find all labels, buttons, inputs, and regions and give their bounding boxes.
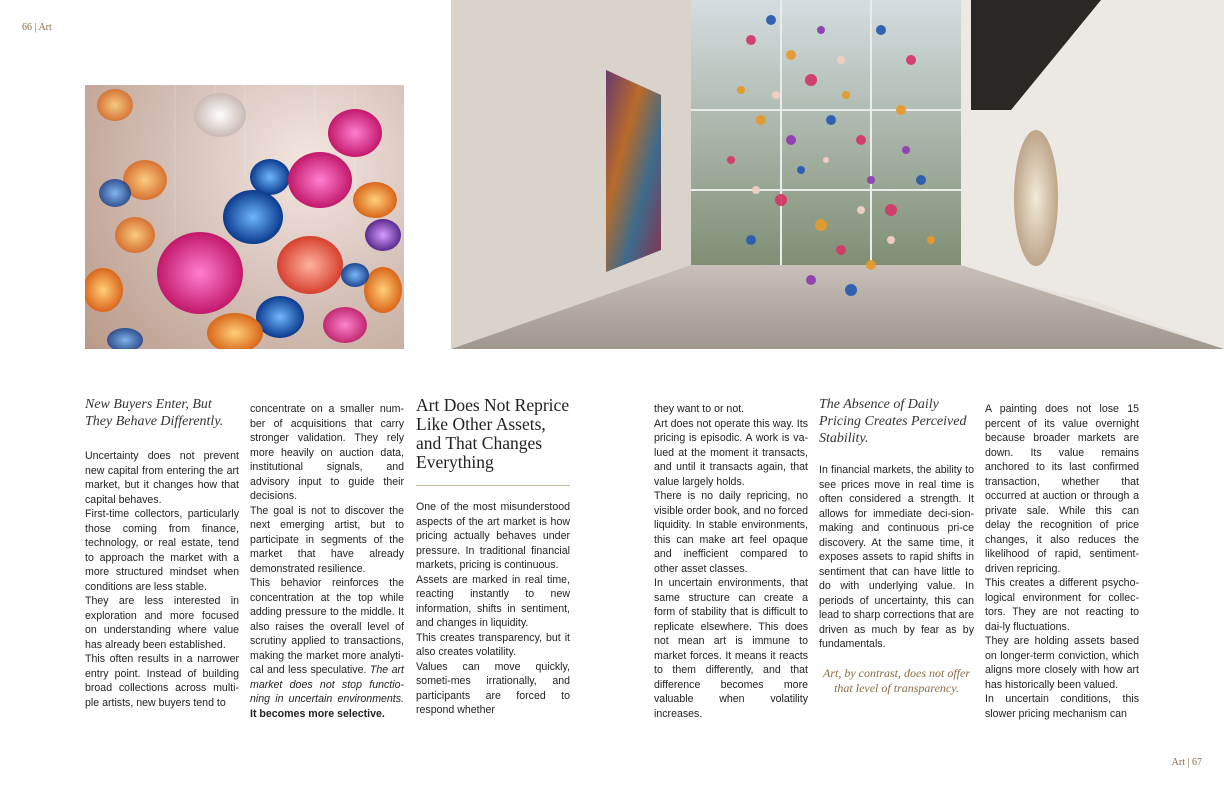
paragraph: they want to or not. <box>654 403 745 415</box>
paragraph: In uncertain conditions, this slower pricing mechanism can <box>985 693 1139 720</box>
paragraph <box>250 576 404 721</box>
emphasis-text: The art market does not stop functio-ning in uncertain environments. <box>250 664 404 705</box>
paragraph: concentrate on a smaller num-ber of acquisitions that carry stronger validation. They rely more heavily on auction data, institutional signals, and advisory input to guide their decisions. <box>250 403 404 502</box>
paragraph: This often results in a narrower entry point. Instead of building broad collections across multi-ple artists, new buyers tend to <box>85 653 239 709</box>
column-3 <box>416 396 570 718</box>
photo-glass-discs-closeup <box>85 85 404 349</box>
paragraph: Assets are marked in real time, reacting instantly to new information, shifts in sentiment, and changes in liquidity. <box>416 573 570 629</box>
column-1 <box>85 396 239 710</box>
paragraph: A painting does not lose 15 percent of its value overnight because broader markets are down. Its value remains anchored to its last confirmed transaction, whether that occurred at auction or through a private sale. While this can delay the recognition of price changes, it also reduces the likelihood of rapid, sentiment-driven repricing. <box>985 403 1139 575</box>
paragraph: The goal is not to discover the next emerging artist, but to participate in segments of the market that have already demonstrated resilience. <box>250 504 404 575</box>
paragraph: Art does not operate this way. Its pricing is episodic. A work is va-lued at the moment it transacts, and until it transacts again, that value largely holds. <box>654 417 808 488</box>
pull-quote: Art, by contrast, does not offer that level of transparency. <box>823 665 970 695</box>
bold-text: It becomes more selective. <box>250 707 385 720</box>
headline-divider <box>416 485 570 486</box>
paragraph: This creates a different psycho-logical environment for collec-tors. They are not reacting to dai-ly fluctuations. <box>985 577 1139 633</box>
paragraph: In financial markets, the ability to see prices move in real time is often considered a strength. It allows for immediate deci-sion-making and continuous pri-ce discovery. At the same time, it exposes assets to rapid shifts in sentiment that can have little to do with underlying value. In periods of uncertainty, this can lead to sharp corrections that are driven as much by fear as by fundamentals. <box>819 464 974 650</box>
paragraph: They are less interested in exploration and more focused on understanding where value has already been established. <box>85 595 239 651</box>
subheading-new-buyers: New Buyers Enter, But They Behave Differently. <box>85 397 224 429</box>
paragraph: They are holding assets based on longer-term conviction, which aligns more closely with how art has historically been valued. <box>985 635 1139 691</box>
column-4 <box>654 402 808 721</box>
subheading-absence-daily-pricing: The Absence of Daily Pricing Creates Perceived Stability. <box>819 397 967 446</box>
paragraph: There is no daily repricing, no visible order book, and no forced liquidity. In stable environments, this can make art feel opaque and inefficient compared to other asset classes. <box>654 490 808 575</box>
paragraph: This creates transparency, but it also creates volatility. <box>416 631 570 658</box>
column-6 <box>985 402 1139 721</box>
paragraph: Uncertainty does not prevent new capital from entering the art market, but it changes how that capital behaves. <box>85 450 239 506</box>
page-number-right: Art | 67 <box>1171 757 1202 768</box>
section-headline: Art Does Not Reprice Like Other Assets, and That Changes Everything <box>416 395 570 472</box>
photo-gallery-installation <box>451 0 1224 349</box>
column-2 <box>250 402 404 721</box>
paragraph-text: This behavior reinforces the concentration at the top while adding pressure to the middle. It also raises the overall level of scrutiny applied to transactions, making the market more analyti-cal and less speculative. <box>250 577 404 676</box>
paragraph: Values can move quickly, someti-mes irrationally, and participants are forced to respond whether <box>416 660 570 716</box>
paragraph: First-time collectors, particularly those coming from finance, technology, or real estate, tend to approach the market with a more structured mindset when conditions are less stable. <box>85 508 239 593</box>
column-5 <box>819 396 974 696</box>
paragraph: One of the most misunderstood aspects of the art market is how pricing actually behaves under pressure. In traditional financial markets, pricing is continuous. <box>416 501 570 571</box>
paragraph: In uncertain environments, that same structure can create a form of stability that is difficult to replicate elsewhere. This does not mean art is immune to market forces. It means it reacts to them differently, and that difference becomes more valuable when volatility increases. <box>654 577 808 720</box>
page-number-left: 66 | Art <box>22 22 52 33</box>
